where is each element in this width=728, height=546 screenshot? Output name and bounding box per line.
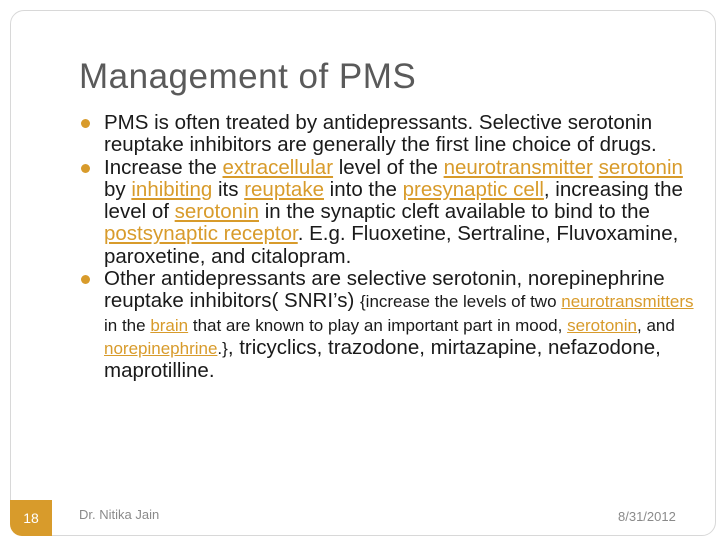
text-segment: {increase the levels of two bbox=[359, 292, 562, 312]
bullet-text bbox=[104, 156, 683, 268]
bullet-text bbox=[104, 267, 694, 382]
text-segment: its bbox=[212, 177, 245, 201]
hyperlink[interactable]: postsynaptic receptor bbox=[104, 222, 298, 246]
text-segment: that are known to play an important part in mood, bbox=[188, 315, 568, 335]
bullet-icon bbox=[81, 164, 90, 173]
bullet-item bbox=[77, 157, 697, 268]
text-segment: in the bbox=[104, 315, 151, 335]
text-segment: Increase the bbox=[104, 155, 223, 179]
text-segment: in the synaptic cleft available to bind to the bbox=[259, 200, 650, 224]
footer-author: Dr. Nitika Jain bbox=[79, 507, 160, 522]
hyperlink[interactable]: extracellular bbox=[222, 155, 334, 179]
hyperlink[interactable]: inhibiting bbox=[131, 177, 213, 201]
hyperlink[interactable]: presynaptic cell bbox=[402, 177, 544, 201]
text-segment: PMS is often treated by antidepressants. Selective serotonin reuptake inhibitors are generally the first line choice of drugs. bbox=[104, 111, 657, 157]
hyperlink[interactable]: neurotransmitter bbox=[443, 155, 593, 179]
bullet-item bbox=[77, 112, 697, 157]
text-segment: . E.g. Fluoxetine, Sertraline, Fluvoxamine, paroxetine, and citalopram. bbox=[104, 222, 679, 268]
slide-number: 18 bbox=[10, 500, 52, 536]
slide-title: Management of PMS bbox=[79, 57, 417, 96]
footer-date: 8/31/2012 bbox=[618, 509, 676, 524]
bullet-item bbox=[77, 268, 697, 382]
hyperlink[interactable]: norepinephrine bbox=[104, 338, 218, 358]
hyperlink[interactable]: brain bbox=[150, 315, 189, 335]
hyperlink[interactable]: neurotransmitters bbox=[561, 292, 694, 312]
text-segment: , tricyclics, trazodone, mirtazapine, nefazodone, maprotilline. bbox=[104, 335, 661, 383]
text-segment: into the bbox=[323, 177, 403, 201]
hyperlink[interactable]: serotonin bbox=[174, 200, 259, 224]
text-segment: level of the bbox=[333, 155, 444, 179]
hyperlink[interactable]: serotonin bbox=[598, 155, 683, 179]
text-segment: .} bbox=[217, 338, 228, 358]
text-segment: , and bbox=[637, 315, 675, 335]
hyperlink[interactable]: serotonin bbox=[567, 315, 637, 335]
text-segment: by bbox=[104, 177, 132, 201]
bullet-text bbox=[104, 111, 657, 156]
hyperlink[interactable]: reuptake bbox=[244, 177, 324, 201]
slide-body bbox=[77, 112, 697, 383]
text-segment: , increasing the level of bbox=[104, 177, 683, 224]
bullet-icon bbox=[81, 119, 90, 128]
bullet-icon bbox=[81, 275, 90, 284]
text-segment: Other antidepressants are selective serotonin, norepinephrine reuptake inhibitors( SNRI’s) bbox=[104, 267, 665, 313]
